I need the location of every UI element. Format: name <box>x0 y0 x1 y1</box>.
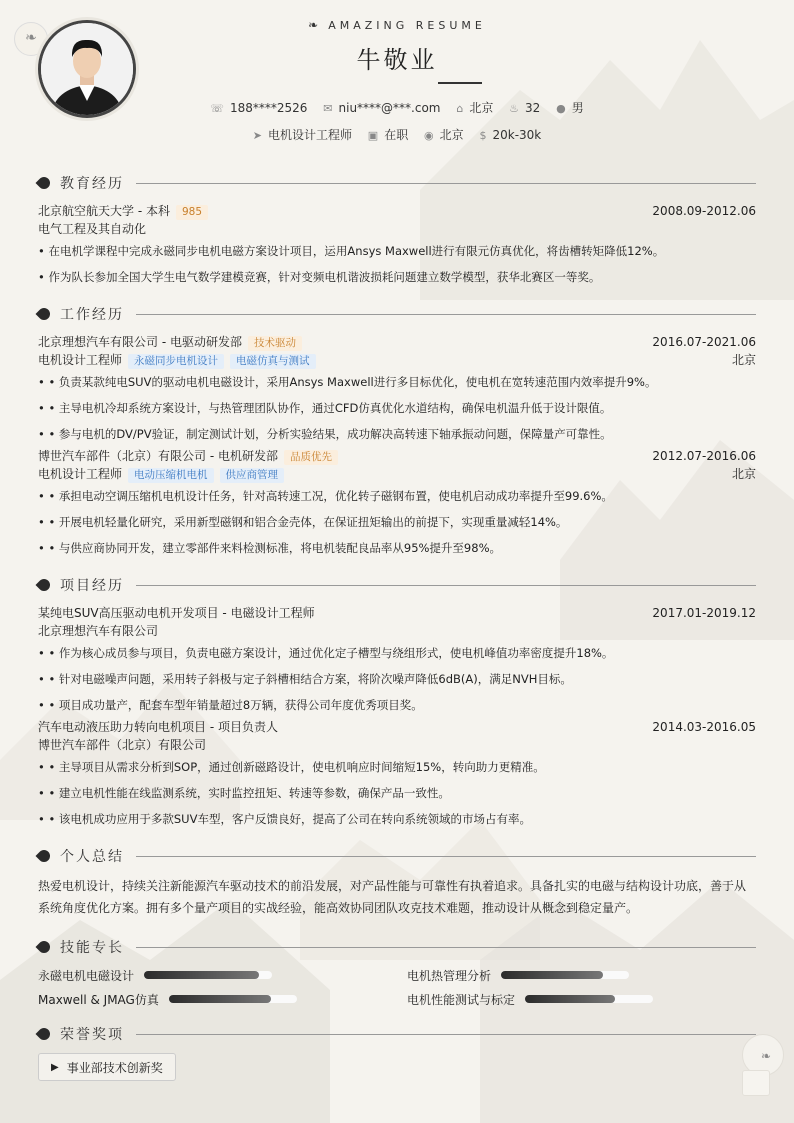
award-badge <box>38 1053 176 1081</box>
skill-item: Maxwell & JMAG仿真 <box>38 991 387 1007</box>
leaf-icon: ❧ <box>25 30 37 46</box>
company-tag: 技术驱动 <box>248 336 302 351</box>
leaf-bullet-icon <box>36 848 53 865</box>
skill-bar-fill <box>501 971 603 979</box>
skill-bar <box>525 995 653 1003</box>
briefcase-icon: ▣ <box>367 129 379 142</box>
job-date: 2016.07-2021.06 <box>652 335 756 349</box>
list-item: • • 承担电动空调压缩机电机设计任务，针对高转速工况，优化转子磁钢布置，使电机启动成功率提升至99.6%。 <box>38 489 613 503</box>
phone-icon: ☏ <box>210 102 224 115</box>
leaf-bullet-icon <box>36 306 53 323</box>
skill-bar <box>144 971 272 979</box>
job-role: 电机设计工程师 <box>38 467 123 481</box>
work-section <box>38 303 756 561</box>
company-name: 博世汽车部件（北京）有限公司 - 电机研发部 <box>38 449 278 463</box>
education-bullets <box>38 238 756 290</box>
brand-text: AMAZING RESUME <box>328 19 486 32</box>
section-rule <box>136 314 756 315</box>
project-entry <box>38 604 756 718</box>
section-title: 荣誉奖项 <box>38 1023 756 1045</box>
job-role: 电机设计工程师 <box>38 353 123 367</box>
candidate-name: 牛敬业 <box>356 46 438 74</box>
school-tag: 985 <box>176 205 208 220</box>
list-item: • • 开展电机轻量化研究，采用新型磁钢和铝合金壳体，在保证扭矩输出的前提下，实现重量减轻14%。 <box>38 515 568 529</box>
skill-item: 电机性能测试与标定 <box>407 991 756 1007</box>
skill-tag: 永磁同步电机设计 <box>128 354 224 369</box>
project-org: 博世汽车部件（北京）有限公司 <box>38 738 207 752</box>
gender-icon: ● <box>556 102 566 115</box>
project-date: 2017.01-2019.12 <box>652 606 756 620</box>
list-item: • • 针对电磁噪声问题，采用转子斜极与定子斜槽相结合方案，将阶次噪声降低6dB(A)，满足NVH目标。 <box>38 672 572 686</box>
mail-icon: ✉ <box>323 102 333 115</box>
skill-tag: 电动压缩机电机 <box>128 468 214 483</box>
section-rule <box>136 585 756 586</box>
skills-section <box>38 936 756 1007</box>
list-item: • • 主导项目从需求分析到SOP，通过创新磁路设计，使电机响应时间缩短15%，转向助力更精准。 <box>38 760 545 774</box>
section-title: 工作经历 <box>38 303 756 325</box>
school-name: 北京航空航天大学 - 本科 <box>38 204 170 218</box>
summary-text: 热爱电机设计，持续关注新能源汽车驱动技术的前沿发展，对产品性能与可靠性有执着追求。具备扎实的电磁与结构设计功底，善于从系统角度优化方案。拥有多个量产项目的实战经验，能高效协同团队攻克技术难题，推动设计从概念到稳定量产。 <box>38 879 747 915</box>
resume-header <box>0 0 794 160</box>
education-major: 电气工程及其自动化 <box>38 222 147 236</box>
project-name: 某纯电SUV高压驱动电机开发项目 - 电磁设计工程师 <box>38 606 315 620</box>
list-item: • • 建立电机性能在线监测系统，实时监控扭矩、转速等参数，确保产品一致性。 <box>38 786 450 800</box>
section-title: 个人总结 <box>38 845 756 867</box>
list-item: • 在电机学课程中完成永磁同步电机电磁方案设计项目，运用Ansys Maxwell进行有限元仿真优化，将齿槽转矩降低12%。 <box>38 244 665 258</box>
skill-bar-fill <box>169 995 271 1003</box>
project-entry <box>38 718 756 832</box>
contact-gender: ● 男 <box>556 101 584 115</box>
section-rule <box>136 947 756 948</box>
contact-status: ▣ 在职 <box>367 128 409 142</box>
leaf-bullet-icon <box>36 577 53 594</box>
list-item: • • 项目成功量产，配套车型年销量超过8万辆，获得公司年度优秀项目奖。 <box>38 698 423 712</box>
education-date: 2008.09-2012.06 <box>652 204 756 218</box>
contact-row-1 <box>0 99 794 116</box>
list-item: • • 与供应商协同开发，建立零部件来料检测标准，将电机装配良品率从95%提升至98%。 <box>38 541 501 555</box>
section-title: 教育经历 <box>38 172 756 194</box>
list-item: • • 主导电机冷却系统方案设计，与热管理团队协作，通过CFD仿真优化水道结构，确保电机温升低于设计限值。 <box>38 401 612 415</box>
decorative-seal <box>742 1070 770 1096</box>
location-icon: ◉ <box>424 129 434 142</box>
cake-icon: ♨ <box>509 102 520 115</box>
skill-item: 永磁电机电磁设计 <box>38 967 387 983</box>
education-section <box>38 172 756 290</box>
company-tag: 品质优先 <box>284 450 338 465</box>
home-icon: ⌂ <box>456 102 464 115</box>
skill-tag: 供应商管理 <box>220 468 285 483</box>
skill-bar-fill <box>525 995 615 1003</box>
leaf-bullet-icon <box>36 175 53 192</box>
company-name: 北京理想汽车有限公司 - 电驱动研发部 <box>38 335 242 349</box>
skill-bar-fill <box>144 971 259 979</box>
education-entry-head <box>38 202 756 220</box>
salary-icon: $ <box>479 129 487 142</box>
skill-bar <box>501 971 629 979</box>
send-icon: ➤ <box>252 129 262 142</box>
list-item: • • 参与电机的DV/PV验证，制定测试计划，分析实验结果，成功解决高转速下轴承振动问题，保障量产可靠性。 <box>38 427 612 441</box>
section-title: 技能专长 <box>38 936 756 958</box>
skill-bar <box>169 995 297 1003</box>
job-city: 北京 <box>731 353 756 367</box>
brand-line <box>0 18 794 32</box>
section-rule <box>136 183 756 184</box>
project-name: 汽车电动液压助力转向电机项目 - 项目负责人 <box>38 720 278 734</box>
leaf-bullet-icon <box>36 939 53 956</box>
job-date: 2012.07-2016.06 <box>652 449 756 463</box>
awards-section <box>38 1023 756 1081</box>
skill-tag: 电磁仿真与测试 <box>230 354 316 369</box>
contact-position: ➤ 电机设计工程师 <box>252 128 352 142</box>
section-title: 项目经历 <box>38 574 756 596</box>
job-city: 北京 <box>731 467 756 481</box>
list-item: • • 负责某款纯电SUV的驱动电机电磁设计，采用Ansys Maxwell进行多目标优化，使电机在宽转速范围内效率提升9%。 <box>38 375 657 389</box>
list-item: • 作为队长参加全国大学生电气数学建模竞赛，针对变频电机谐波损耗问题建立数学模型，获华北赛区一等奖。 <box>38 270 601 284</box>
list-item: • • 作为核心成员参与项目，负责电磁方案设计，通过优化定子槽型与绕组形式，使电机峰值功率密度提升18%。 <box>38 646 614 660</box>
contact-age: ♨ 32 <box>509 101 541 115</box>
projects-section <box>38 574 756 832</box>
contact-email: ✉ niu****@***.com <box>323 101 441 115</box>
project-date: 2014.03-2016.05 <box>652 720 756 734</box>
leaf-icon: ❧ <box>308 18 323 32</box>
job-entry <box>38 333 756 447</box>
contact-salary: $ 20k-30k <box>479 128 542 142</box>
award-label: 事业部技术创新奖 <box>66 1060 163 1075</box>
play-triangle-icon: ▶ <box>51 1061 59 1073</box>
section-rule <box>136 1034 756 1035</box>
skill-item: 电机热管理分析 <box>407 967 756 983</box>
contact-location: ◉ 北京 <box>424 128 464 142</box>
job-entry <box>38 447 756 561</box>
leaf-icon: ❧ <box>761 1049 772 1063</box>
project-org: 北京理想汽车有限公司 <box>38 624 159 638</box>
leaf-bullet-icon <box>36 1026 53 1043</box>
section-rule <box>136 856 756 857</box>
contact-phone: ☏ 188****2526 <box>210 101 308 115</box>
contact-row-2 <box>0 126 794 143</box>
contact-home: ⌂ 北京 <box>456 101 494 115</box>
skills-grid <box>38 967 756 1007</box>
name-underline <box>438 82 482 84</box>
summary-section <box>38 845 756 919</box>
list-item: • • 该电机成功应用于多款SUV车型，客户反馈良好，提高了公司在转向系统领域的市场占有率。 <box>38 812 531 826</box>
